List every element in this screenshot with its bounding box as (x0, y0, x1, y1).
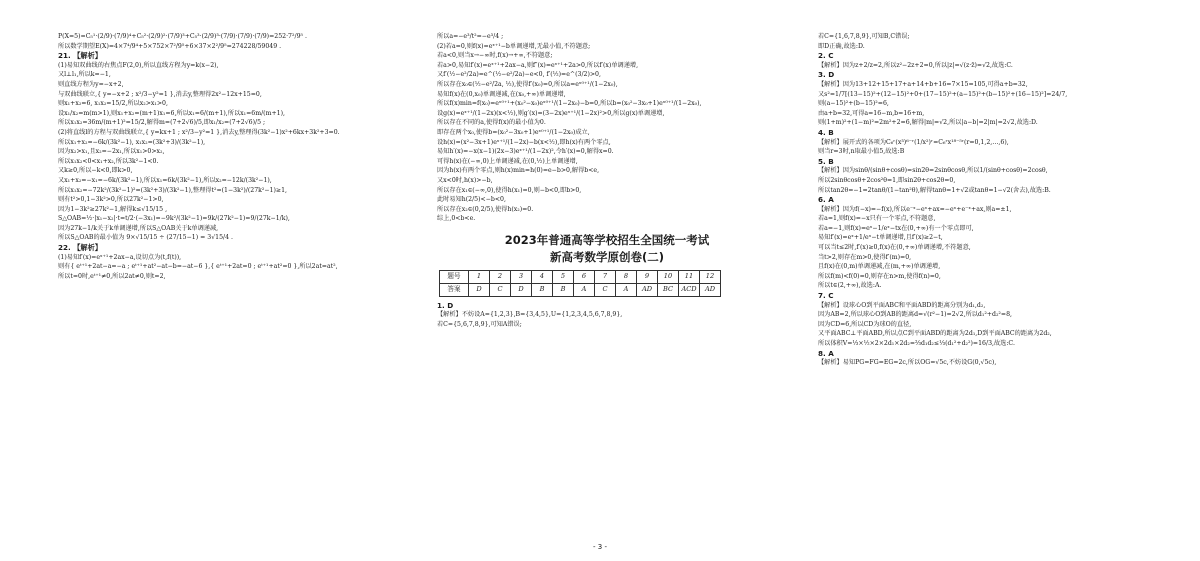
section-heading: 22. 【解析】 (58, 243, 102, 253)
exam-title: 2023年普通高等学校招生全国统一考试 (504, 232, 710, 247)
question-number-cell: 1 (469, 270, 490, 283)
text-line: 易知f(x)在(0,x₀)单调递减,在(x₀,+∞)单调递增, (437, 90, 566, 98)
text-line: 所以存在不同的a,使得f(x)的最小值为0. (437, 119, 546, 127)
text-line: (1)易知f′(x)=eˣ⁺¹+2ax−a,设切点为(t,f(t)), (58, 253, 182, 261)
text-line: 【解析】不妨设A={1,2,3},B={3,4,5},U={1,2,3,4,5,6,7,8,9}, (437, 311, 623, 319)
section-heading: 3. D (818, 70, 835, 80)
question-number-cell: 4 (532, 270, 553, 283)
text-line: 【解析】设球心O到平面ABC和平面ABD的距离分别为d₁,d₂, (818, 301, 986, 309)
answer-cell: AD (637, 283, 658, 296)
question-number-cell: 10 (658, 270, 679, 283)
section-heading: 1. D (437, 300, 454, 310)
text-line: 则(a−15)²+(b−15)²=6, (818, 100, 889, 108)
text-line: 所以x₁x₂=36m/(m+1)²=15/2,解得m=(7+2√6)/5,即x₁/x₂=(7+2√6)/5 ; (58, 119, 266, 127)
answer-key-answer-label: 答案 (440, 283, 469, 296)
answer-cell: AD (700, 283, 721, 296)
answer-cell: A (616, 283, 637, 296)
text-line: 因为AB=2,所以球心O到AB的距离d=√(r²−1)=2√2,所以d₁²+d₂²=8, (818, 311, 1012, 319)
section-heading: 6. A (818, 195, 834, 205)
answer-key-answer-row (440, 283, 721, 296)
text-line: 设g(x)=eˣ⁺¹/(1−2x)(x<½),则g′(x)=(3−2x)eˣ⁺¹/(1−2x)²>0,所以g(x)单调递增, (437, 109, 665, 117)
answer-key-table (439, 270, 721, 297)
text-line: S△OAB=½·|x₁−x₂|·t=t/2·(−3x₁)=−9k²/(3k²−1)=9k/(27k²−1)=9/(27k−1/k), (58, 215, 290, 223)
text-line: 且f(x)在(0,m)单调递减,在(m,+∞)单调递增, (818, 263, 941, 271)
exam-subtitle: 新高考数学原创卷(二) (549, 249, 664, 264)
text-line: 【解析】展开式的各项为C₆ʳ(x³)⁶⁻ʳ(1/x²)ʳ=C₆ʳx¹⁸⁻⁵ʳ(r=0,1,2,…,6), (818, 138, 1009, 146)
text-line: 因为h(x)有两个零点,则h(x)min=h(0)=e−b>0,解得b<e, (437, 167, 600, 175)
section-heading: 7. C (818, 291, 834, 301)
question-number-cell: 6 (574, 270, 595, 283)
page-number: - 3 - (593, 543, 607, 551)
text-line: 又x<0时,h(x)>−b, (437, 176, 493, 184)
question-number-cell: 9 (637, 270, 658, 283)
section-heading: 4. B (818, 127, 834, 137)
section-heading: 8. A (818, 348, 834, 358)
answer-cell: C (595, 283, 616, 296)
right-column (818, 32, 1168, 533)
question-number-cell: 3 (511, 270, 532, 283)
text-line: 所以f(m)<f(0)=0,则存在n>m,使得f(n)=0, (818, 272, 941, 280)
text-line: 所以tan2θ=−1=2tanθ/(1−tan²θ),解得tanθ=1+√2或tanθ=1−√2(舍去),故选:B. (818, 186, 1051, 194)
question-number-cell: 8 (616, 270, 637, 283)
text-line: 所以存在x₁∈(−∞,0),使得h(x₁)=0,则−b<0,即b>0, (437, 186, 582, 194)
text-line: 若a<0,则当x→−∞时,f(x)→+∞,不符题意; (437, 52, 553, 60)
text-line: 所以t=0时,eᵗ⁺¹≠0,所以2at≠0,则t=2, (58, 272, 166, 280)
section-heading: 2. C (818, 51, 834, 61)
text-line: 设x₁/x₂=m(m>1),则x₁+x₂=(m+1)x₁=6,所以x₁=6/(m+1),所以x₁=6m/(m+1), (58, 109, 285, 117)
text-line: 又k≥0,所以−k<0,即k>0, (58, 167, 133, 175)
problem-22-continued (437, 32, 777, 224)
text-line: 所以f(x)min=f(x₀)=eˣ⁰⁺¹+(x₀²−x₀)eˣ⁰⁺¹/(1−2x₀)−b=0,所以b=(x₀²−3x₀+1)eˣ⁰⁺¹/(1−2x₀), (437, 100, 702, 108)
text-line: 【解析】因为f(−x)=−f(x),所以e⁻ˣ−eˣ+ax=−eˣ+e⁻ˣ+ax,则a=±1, (818, 205, 1012, 213)
text-line: (1)易知双曲线的右焦点F(2,0),所以直线方程为y=k(x−2), (58, 61, 219, 69)
text-line: 由a+b=32,可得a=16−m,b=16+m, (818, 109, 925, 117)
text-line: 又平面ABC⊥平面ABD,所以点C到平面ABD的距离为2d₁,D到平面ABC的距离为2d₂, (818, 330, 1052, 338)
text-line: 所以x₁x₂<0<x₁+x₂,所以3k²−1<0. (58, 157, 159, 165)
text-line: 与双曲线联立,{ y=−x+2 ; x²/3−y²=1 },消去y,整理得2x²−12x+15=0, (58, 90, 262, 98)
text-line: 若C={5,6,7,8,9},可知A错误; (437, 321, 522, 329)
text-line: 可以当t≤2时,f′(x)≥0,f(x)在(0,+∞)单调递增,不符题意, (818, 244, 971, 252)
text-line: 则当r=3时,n取最小值5,故选:B (818, 148, 905, 156)
left-column (58, 32, 398, 533)
text-line: 所以存在x₂∈(0,2/5),使得h(x₂)=0. (437, 205, 534, 213)
text-line: 若a=1,则f(x)=−x只有一个零点,不符题意, (818, 215, 936, 223)
section-heading: 21. 【解析】 (58, 51, 102, 61)
text-line: 所以x₁x₂=−72k²/(3k²−1)²=(3k²+3)/(3k²−1),整理得t²=(1−3k²)/(27k²−1)≥1, (58, 186, 287, 194)
question-number-cell: 11 (679, 270, 700, 283)
text-line: 所以存在x₀∈(½−e²/2a, ½),使得f′(x₀)=0,所以a=eˣ⁰⁺¹/(1−2x₀), (437, 80, 618, 88)
answer-cell: BC (658, 283, 679, 296)
question-number-cell: 12 (700, 270, 721, 283)
answer-key-number-row (440, 270, 721, 283)
middle-column (437, 32, 777, 533)
text-line: 又x₁+x₂=−x₁=−6k/(3k²−1),所以x₁=6k/(3k²−1),所以x₂=−12k/(3k²−1), (58, 176, 272, 184)
question-number-cell: 7 (595, 270, 616, 283)
answer-cell: ACD (679, 283, 700, 296)
text-line: 当t>2,则存在m>0,使得f′(m)=0, (818, 253, 912, 261)
text-line: (2)若a=0,则f(x)=eˣ⁺¹−b单调递增,无最小值,不符题意; (437, 42, 591, 50)
text-line: 又s²=1/7[(13−15)²+(12−15)²+0+(17−15)²+(a−15)²+(b−15)²+(16−15)²]=24/7, (818, 90, 1068, 98)
text-line: 【解析】因为13+12+15+17+a+14+b+16=7×15=105,可得a+b=32, (818, 80, 1028, 88)
text-line: 若a=−1,则f(x)=eˣ−1/eˣ−tx在(0,+∞)有一个零点即可, (818, 224, 974, 232)
question-number-cell: 2 (490, 270, 511, 283)
text-line: 因为1−3k²≥27k²−1,解得k≤√15/15 , (58, 205, 168, 213)
answer-cell: A (574, 283, 595, 296)
text-line: 易知f′(x)=eˣ+1/eˣ−t单调递增,且f′(x)≥2−t, (818, 234, 943, 242)
text-line: 所以t∈(2,+∞),故选:A. (818, 282, 882, 290)
answer-cell: B (532, 283, 553, 296)
text-line: 因为27k−1/k关于k单调递增,所以S△OAB关于k单调递减, (58, 224, 219, 232)
text-line: 综上,0<b<e. (437, 215, 476, 223)
text-line: 【解析】因为sinθ/(sinθ+cosθ)=sin2θ=2sinθcosθ,所以1/(sinθ+cosθ)=2cosθ, (818, 167, 1048, 175)
text-line: 所以数学期望E(X)=4×7⁴/9⁴+5×752×7²/9⁵+6×37×2²/9⁵=274228/59049 . (58, 42, 282, 50)
text-line: 则直线方程为y=−x+2, (58, 80, 124, 88)
text-line: 即D正确,故选:D. (818, 42, 865, 50)
text-line: 即存在两个x₀,使得b=(x₀²−3x₀+1)eˣ⁰⁺¹/(1−2x₀)成立, (437, 128, 590, 136)
answer-cell: D (511, 283, 532, 296)
text-line: 则(1+m)²+(1−m)²=2m²+2=6,解得|m|=√2,所以|a−b|=2|m|=2√2,故选:D. (818, 119, 1038, 127)
text-line: 所以x₁+x₂=−6k/(3k²−1), x₁x₂=(3k²+3)/(3k²−1), (58, 138, 206, 146)
text-line: 所以S△OAB的最小值为 9×√15/15 ÷ (27/15−1) = 3√15/4 . (58, 234, 233, 242)
text-line: 因为x₂>x₁,且x₂=−2x₁,所以x₁>0>x₂, (58, 148, 165, 156)
text-line: 易知h′(x)=−x(x−1)(2x−3)eˣ⁺¹/(1−2x)²,令h′(x)=0,解得x=0. (437, 148, 614, 156)
text-line: 此时易知h(2/5)<−b<0, (437, 196, 506, 204)
text-line: 所以体积V=⅓×½×2×2d₁×2d₂=⅔d₁d₂≤⅓(d₁²+d₂²)=16/3,故选:C. (818, 340, 1015, 347)
text-line: (2)将直线l的方程与双曲线联立,{ y=kx+1 ; x²/3−y²=1 },消去y,整理得(3k²−1)x²+6kx+3k²+3=0. (58, 128, 340, 136)
text-line: 若a>0,易知f′(x)=eˣ⁺¹+2ax−a,则f″(x)=eˣ⁺¹+2a>0,所以f′(x)单调递增, (437, 61, 639, 69)
answer-key-header-label: 题号 (440, 270, 469, 283)
text-line: 【解析】易知PG=FG=EG=2c,所以OG=√5c,不妨设G(0,√5c), (818, 359, 997, 367)
text-line: 所以2sinθcosθ+2cos²θ=1,即sin2θ+cos2θ=0, (818, 176, 956, 184)
text-line: 则有{ eᵗ⁺¹+2at−a=−a ; eᵗ⁺¹+at²−at−b=−at−6 },{ eᵗ⁺¹+2at=0 ; eᵗ⁺¹+at²=0 },所以2at=at², (58, 263, 338, 271)
text-line: P(X=5)=C₅¹·(2/9)·(7/9)⁴+C₅²·(2/9)²·(7/9)³+C₅³·(2/9)³·(7/9)·(7/9)·(7/9)=252·7²/9⁵ . (58, 33, 307, 40)
text-line: 又f′(½−e²/2a)=e^(½−e²/2a)−e<0, f′(½)=e^(3/2)>0, (437, 71, 601, 79)
answer-cell: D (469, 283, 490, 296)
problem-1-solution (437, 301, 777, 330)
text-line: 可得h(x)在(−∞,0)上单调递减,在(0,½)上单调递增, (437, 157, 578, 165)
answer-cell: B (553, 283, 574, 296)
text-line: 若C={1,6,7,8,9},可知B,C错误; (818, 33, 910, 40)
answer-cell: C (490, 283, 511, 296)
text-line: 又l⊥l₁,所以k=−1, (58, 71, 111, 79)
text-line: 所以a=−e³/t²=−e³/4 ; (437, 33, 504, 40)
text-line: 【解析】因为z+2/z=2,所以z²−2z+2=0,所以|z|=√(z·z̄)=√2,故选:C. (818, 61, 1013, 69)
text-line: 则x₁+x₂=6, x₁x₂=15/2,所以x₂>x₁>0, (58, 100, 168, 108)
question-number-cell: 5 (553, 270, 574, 283)
section-heading: 5. B (818, 156, 834, 166)
text-line: 因为CD=6,所以CD为球O的直径, (818, 320, 912, 328)
text-line: 则有t²>0,1−3k²>0,所以27k²−1>0, (58, 196, 164, 204)
text-line: 设h(x)=(x²−3x+1)eˣ⁺¹/(1−2x)−b(x<½),即h(x)有两个零点, (437, 138, 611, 146)
